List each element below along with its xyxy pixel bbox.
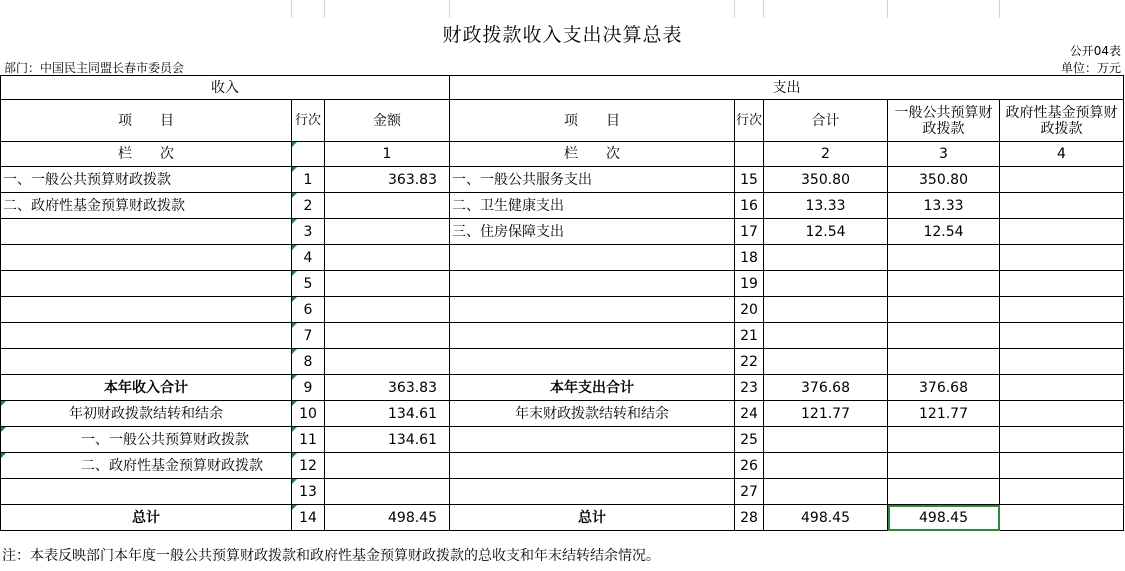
income-amount-cell[interactable]: 363.83	[325, 375, 450, 401]
expense-line-cell[interactable]: 19	[735, 271, 764, 297]
lanci-label-expense[interactable]: 栏 次	[450, 142, 735, 167]
income-line-cell[interactable]: 9	[292, 375, 325, 401]
expense-general-cell[interactable]	[888, 245, 1000, 271]
income-line-header[interactable]: 行次	[292, 100, 325, 142]
lanci-line-cell[interactable]	[292, 142, 325, 167]
lanci-fund[interactable]: 4	[1000, 142, 1124, 167]
expense-item-cell[interactable]: 二、卫生健康支出	[450, 193, 735, 219]
expense-item-header[interactable]: 项 目	[450, 100, 735, 142]
income-item-header[interactable]: 项 目	[1, 100, 292, 142]
budget-summary-table	[0, 75, 1124, 531]
expense-total-cell[interactable]	[764, 245, 888, 271]
expense-general-cell[interactable]	[888, 427, 1000, 453]
income-amount-cell[interactable]: 363.83	[325, 167, 450, 193]
expense-fund-cell[interactable]	[1000, 297, 1124, 323]
expense-item-cell[interactable]	[450, 323, 735, 349]
lanci-total[interactable]: 2	[764, 142, 888, 167]
table-row	[1, 349, 1124, 375]
expense-general-cell[interactable]	[888, 271, 1000, 297]
income-line-cell[interactable]: 13	[292, 479, 325, 505]
expense-line-cell[interactable]: 25	[735, 427, 764, 453]
expense-total-cell[interactable]: 498.45	[764, 505, 888, 531]
expense-line-cell[interactable]: 24	[735, 401, 764, 427]
income-line-cell[interactable]: 1	[292, 167, 325, 193]
expense-item-cell[interactable]	[450, 427, 735, 453]
income-item-cell[interactable]	[1, 479, 292, 505]
expense-fund-cell[interactable]	[1000, 427, 1124, 453]
income-item-cell[interactable]: 二、政府性基金预算财政拨款	[1, 453, 292, 479]
income-line-cell[interactable]: 11	[292, 427, 325, 453]
income-line-cell[interactable]: 5	[292, 271, 325, 297]
expense-fund-cell[interactable]	[1000, 167, 1124, 193]
expense-total-cell[interactable]	[764, 323, 888, 349]
income-item-cell[interactable]: 二、政府性基金预算财政拨款	[1, 193, 292, 219]
expense-total-cell[interactable]: 13.33	[764, 193, 888, 219]
expense-line-cell[interactable]: 18	[735, 245, 764, 271]
spreadsheet-empty-row	[0, 0, 1125, 18]
income-amount-cell[interactable]	[325, 271, 450, 297]
expense-line-cell[interactable]: 15	[735, 167, 764, 193]
expense-line-cell[interactable]: 21	[735, 323, 764, 349]
income-line-cell[interactable]: 8	[292, 349, 325, 375]
expense-fund-cell[interactable]	[1000, 323, 1124, 349]
expense-item-cell[interactable]: 三、住房保障支出	[450, 219, 735, 245]
expense-total-cell[interactable]	[764, 271, 888, 297]
expense-total-cell[interactable]	[764, 453, 888, 479]
table-row	[1, 323, 1124, 349]
table-row	[1, 193, 1124, 219]
expense-total-cell[interactable]	[764, 349, 888, 375]
income-item-cell[interactable]: 总计	[1, 505, 292, 531]
table-row	[1, 479, 1124, 505]
income-line-cell[interactable]: 10	[292, 401, 325, 427]
expense-line-header[interactable]: 行次	[735, 100, 764, 142]
expense-item-cell[interactable]	[450, 453, 735, 479]
expense-total-cell[interactable]: 376.68	[764, 375, 888, 401]
expense-item-cell[interactable]: 本年支出合计	[450, 375, 735, 401]
income-line-cell[interactable]: 14	[292, 505, 325, 531]
expense-fund-cell[interactable]	[1000, 375, 1124, 401]
total-header[interactable]: 合计	[764, 100, 888, 142]
expense-item-cell[interactable]: 一、一般公共服务支出	[450, 167, 735, 193]
expense-total-cell[interactable]: 350.80	[764, 167, 888, 193]
expense-general-cell[interactable]	[888, 323, 1000, 349]
expense-fund-cell[interactable]	[1000, 193, 1124, 219]
income-line-cell[interactable]: 4	[292, 245, 325, 271]
expense-total-cell[interactable]: 12.54	[764, 219, 888, 245]
income-item-cell[interactable]	[1, 297, 292, 323]
expense-fund-cell[interactable]	[1000, 271, 1124, 297]
expense-line-cell[interactable]: 22	[735, 349, 764, 375]
expense-section-header[interactable]: 支出	[450, 76, 1124, 100]
expense-item-cell[interactable]	[450, 297, 735, 323]
table-row	[1, 375, 1124, 401]
income-item-cell[interactable]: 本年收入合计	[1, 375, 292, 401]
expense-item-cell[interactable]: 总计	[450, 505, 735, 531]
income-item-cell[interactable]: 年初财政拨款结转和结余	[1, 401, 292, 427]
expense-item-cell[interactable]	[450, 271, 735, 297]
expense-total-cell[interactable]	[764, 427, 888, 453]
income-amount-cell[interactable]	[325, 219, 450, 245]
income-amount-cell[interactable]	[325, 323, 450, 349]
income-item-cell[interactable]	[1, 271, 292, 297]
expense-fund-cell[interactable]	[1000, 505, 1124, 531]
unit-label: 单位：万元	[1060, 61, 1121, 75]
expense-total-cell[interactable]	[764, 479, 888, 505]
lanci-general[interactable]: 3	[888, 142, 1000, 167]
expense-general-cell[interactable]: 350.80	[888, 167, 1000, 193]
income-item-cell[interactable]	[1, 323, 292, 349]
expense-line-cell[interactable]: 27	[735, 479, 764, 505]
general-budget-header[interactable]: 一般公共预算财政拨款	[888, 100, 1000, 142]
income-amount-cell[interactable]	[325, 297, 450, 323]
expense-fund-cell[interactable]	[1000, 349, 1124, 375]
expense-general-cell[interactable]	[888, 453, 1000, 479]
income-item-cell[interactable]	[1, 245, 292, 271]
expense-line-cell[interactable]: 20	[735, 297, 764, 323]
expense-line-cell[interactable]: 16	[735, 193, 764, 219]
fund-budget-header[interactable]: 政府性基金预算财政拨款	[1000, 100, 1124, 142]
table-row	[1, 219, 1124, 245]
income-section-header[interactable]: 收入	[1, 76, 450, 100]
income-line-cell[interactable]: 12	[292, 453, 325, 479]
income-amount-cell[interactable]	[325, 245, 450, 271]
income-amount-cell[interactable]	[325, 479, 450, 505]
income-item-cell[interactable]	[1, 349, 292, 375]
expense-general-cell[interactable]: 12.54	[888, 219, 1000, 245]
income-line-cell[interactable]: 7	[292, 323, 325, 349]
expense-fund-cell[interactable]	[1000, 219, 1124, 245]
income-amount-cell[interactable]: 134.61	[325, 401, 450, 427]
table-row	[1, 167, 1124, 193]
table-row	[1, 427, 1124, 453]
income-amount-cell[interactable]	[325, 349, 450, 375]
expense-fund-cell[interactable]	[1000, 401, 1124, 427]
expense-line-cell[interactable]: 26	[735, 453, 764, 479]
table-row	[1, 297, 1124, 323]
expense-line-cell[interactable]: 17	[735, 219, 764, 245]
amount-header[interactable]: 金额	[325, 100, 450, 142]
expense-general-cell[interactable]: 13.33	[888, 193, 1000, 219]
income-line-cell[interactable]: 2	[292, 193, 325, 219]
table-row	[1, 401, 1124, 427]
table-row	[1, 453, 1124, 479]
expense-general-cell[interactable]: 376.68	[888, 375, 1000, 401]
lanci-label[interactable]: 栏 次	[1, 142, 292, 167]
income-amount-cell[interactable]	[325, 453, 450, 479]
table-row	[1, 271, 1124, 297]
income-amount-cell[interactable]	[325, 193, 450, 219]
income-item-cell[interactable]: 一、一般公共预算财政拨款	[1, 167, 292, 193]
income-amount-cell[interactable]: 134.61	[325, 427, 450, 453]
expense-item-cell[interactable]	[450, 349, 735, 375]
form-number: 公开04表	[1069, 44, 1121, 58]
lanci-amount[interactable]: 1	[325, 142, 450, 167]
department-label: 部门：中国民主同盟长春市委员会	[4, 61, 185, 75]
expense-total-cell[interactable]	[764, 297, 888, 323]
expense-fund-cell[interactable]	[1000, 245, 1124, 271]
expense-line-cell[interactable]: 23	[735, 375, 764, 401]
expense-fund-cell[interactable]	[1000, 479, 1124, 505]
expense-fund-cell[interactable]	[1000, 453, 1124, 479]
expense-line-cell[interactable]: 28	[735, 505, 764, 531]
income-line-cell[interactable]: 6	[292, 297, 325, 323]
report-title: 财政拨款收入支出决算总表	[442, 24, 683, 46]
table-row	[1, 245, 1124, 271]
income-line-cell[interactable]: 3	[292, 219, 325, 245]
income-item-cell[interactable]	[1, 219, 292, 245]
expense-item-cell[interactable]	[450, 479, 735, 505]
expense-item-cell[interactable]: 年末财政拨款结转和结余	[450, 401, 735, 427]
expense-general-cell[interactable]: 121.77	[888, 401, 1000, 427]
expense-item-cell[interactable]	[450, 245, 735, 271]
lanci-line-cell-expense[interactable]	[735, 142, 764, 167]
footnote: 注：本表反映部门本年度一般公共预算财政拨款和政府性基金预算财政拨款的总收支和年末结转结余情况。	[2, 548, 660, 564]
income-amount-cell[interactable]: 498.45	[325, 505, 450, 531]
income-item-cell[interactable]: 一、一般公共预算财政拨款	[1, 427, 292, 453]
expense-general-cell[interactable]	[888, 297, 1000, 323]
expense-general-cell[interactable]: 498.45	[888, 505, 1000, 531]
table-row	[1, 505, 1124, 531]
expense-general-cell[interactable]	[888, 479, 1000, 505]
expense-total-cell[interactable]: 121.77	[764, 401, 888, 427]
expense-general-cell[interactable]	[888, 349, 1000, 375]
